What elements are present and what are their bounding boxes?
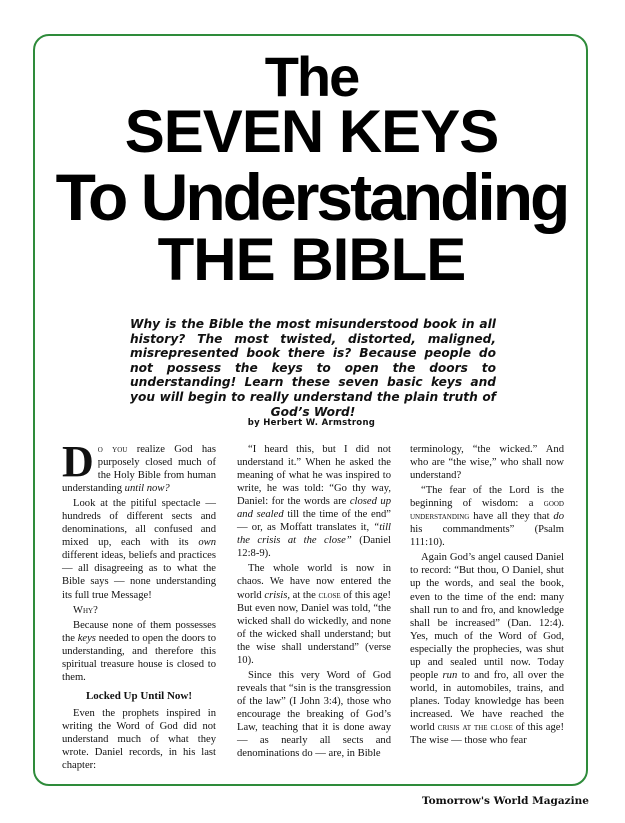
article-byline: by Herbert W. Armstrong [247, 418, 376, 428]
title-line-seven-keys: SEVEN KEYS [124, 98, 499, 165]
article-column-3 [410, 443, 564, 749]
paragraph: Even the prophets inspired in writing the Word of God did not understand much of what they wrote. Daniel records, in his last chapter: [62, 707, 216, 772]
article-column-2 [237, 443, 391, 762]
drop-cap: D [62, 437, 94, 486]
paragraph: terminology, “the wicked.” And who are “the wise,” who shall now understand? [410, 444, 564, 482]
paragraph: Again God’s angel caused Daniel to record: “But thou, O Daniel, shut up the words, and seal the book, even to the time of the end: many shall run to and fro, and knowledge shall be increased” (Dan. 12:4). Yes, much of the Word of God, especially the prophecies, was shut up and sealed until now. Today people run to and fro, all over the world, in automobiles, trains, and planes. Today knowledge has been increased. We have reached the world crisis at the close of this age! The wise — those who fear [410, 552, 564, 747]
paragraph: Look at the pitiful spectacle — hundreds of different sects and denominations, all confused and mixed up, each with its own different ideas, beliefs and practices — all disagreeing as to what the Bible says — none understanding its full true Message! [62, 498, 216, 601]
paragraph: “The fear of the Lord is the beginning of wisdom: a good understanding have all they that do his commandments” (Psalm 111:10). [410, 485, 564, 549]
subheading: Locked Up Until Now! [85, 689, 193, 702]
title-line-to-understanding: To Understanding [55, 160, 568, 234]
paragraph: The whole world is now in chaos. We have now entered the world crisis, at the close of this age! But even now, Daniel was told, “the wicked shall do wickedly, and none of the wicked shall understand; but the wise shall understand” (verse 10). [237, 563, 392, 666]
paragraph: Why? [73, 604, 98, 616]
paragraph: Do you realize God has purposely closed much of the Holy Bible from human understanding until now? [62, 437, 216, 495]
paragraph: Since this very Word of God reveals that “sin is the transgression of the law” (I John 3:4), those who encourage the breaking of God’s Law, teaching that it is done away — as nearly all sects and denominations do — are, in Bible [237, 669, 391, 760]
paragraph: “I heard this, but I did not understand it.” When he asked the meaning of what he was inspired to write, he was told: “Go thy way, Daniel: for the words are closed up and sealed till the time of the end” — or, as Moffatt translates it, “till the crisis at the close” (Daniel 12:8-9). [237, 444, 392, 560]
article-column-1 [62, 437, 216, 774]
title-line-the: The [264, 45, 359, 108]
publication-credit: Tomorrow's World Magazine [422, 795, 589, 807]
title-line-the-bible: THE BIBLE [157, 226, 466, 293]
article-intro: Why is the Bible the most misunderstood book in all history? The most twisted, distorted, maligned, misrepresented book there is? Because people do not possess the keys to open the doors to understanding! Learn these seven basic keys and you will begin to really understand the plain truth of God’s Word! [130, 317, 496, 419]
paragraph: Because none of them possesses the keys needed to open the doors to understanding, and therefore this spiritual treasure house is closed to them. [62, 619, 216, 683]
